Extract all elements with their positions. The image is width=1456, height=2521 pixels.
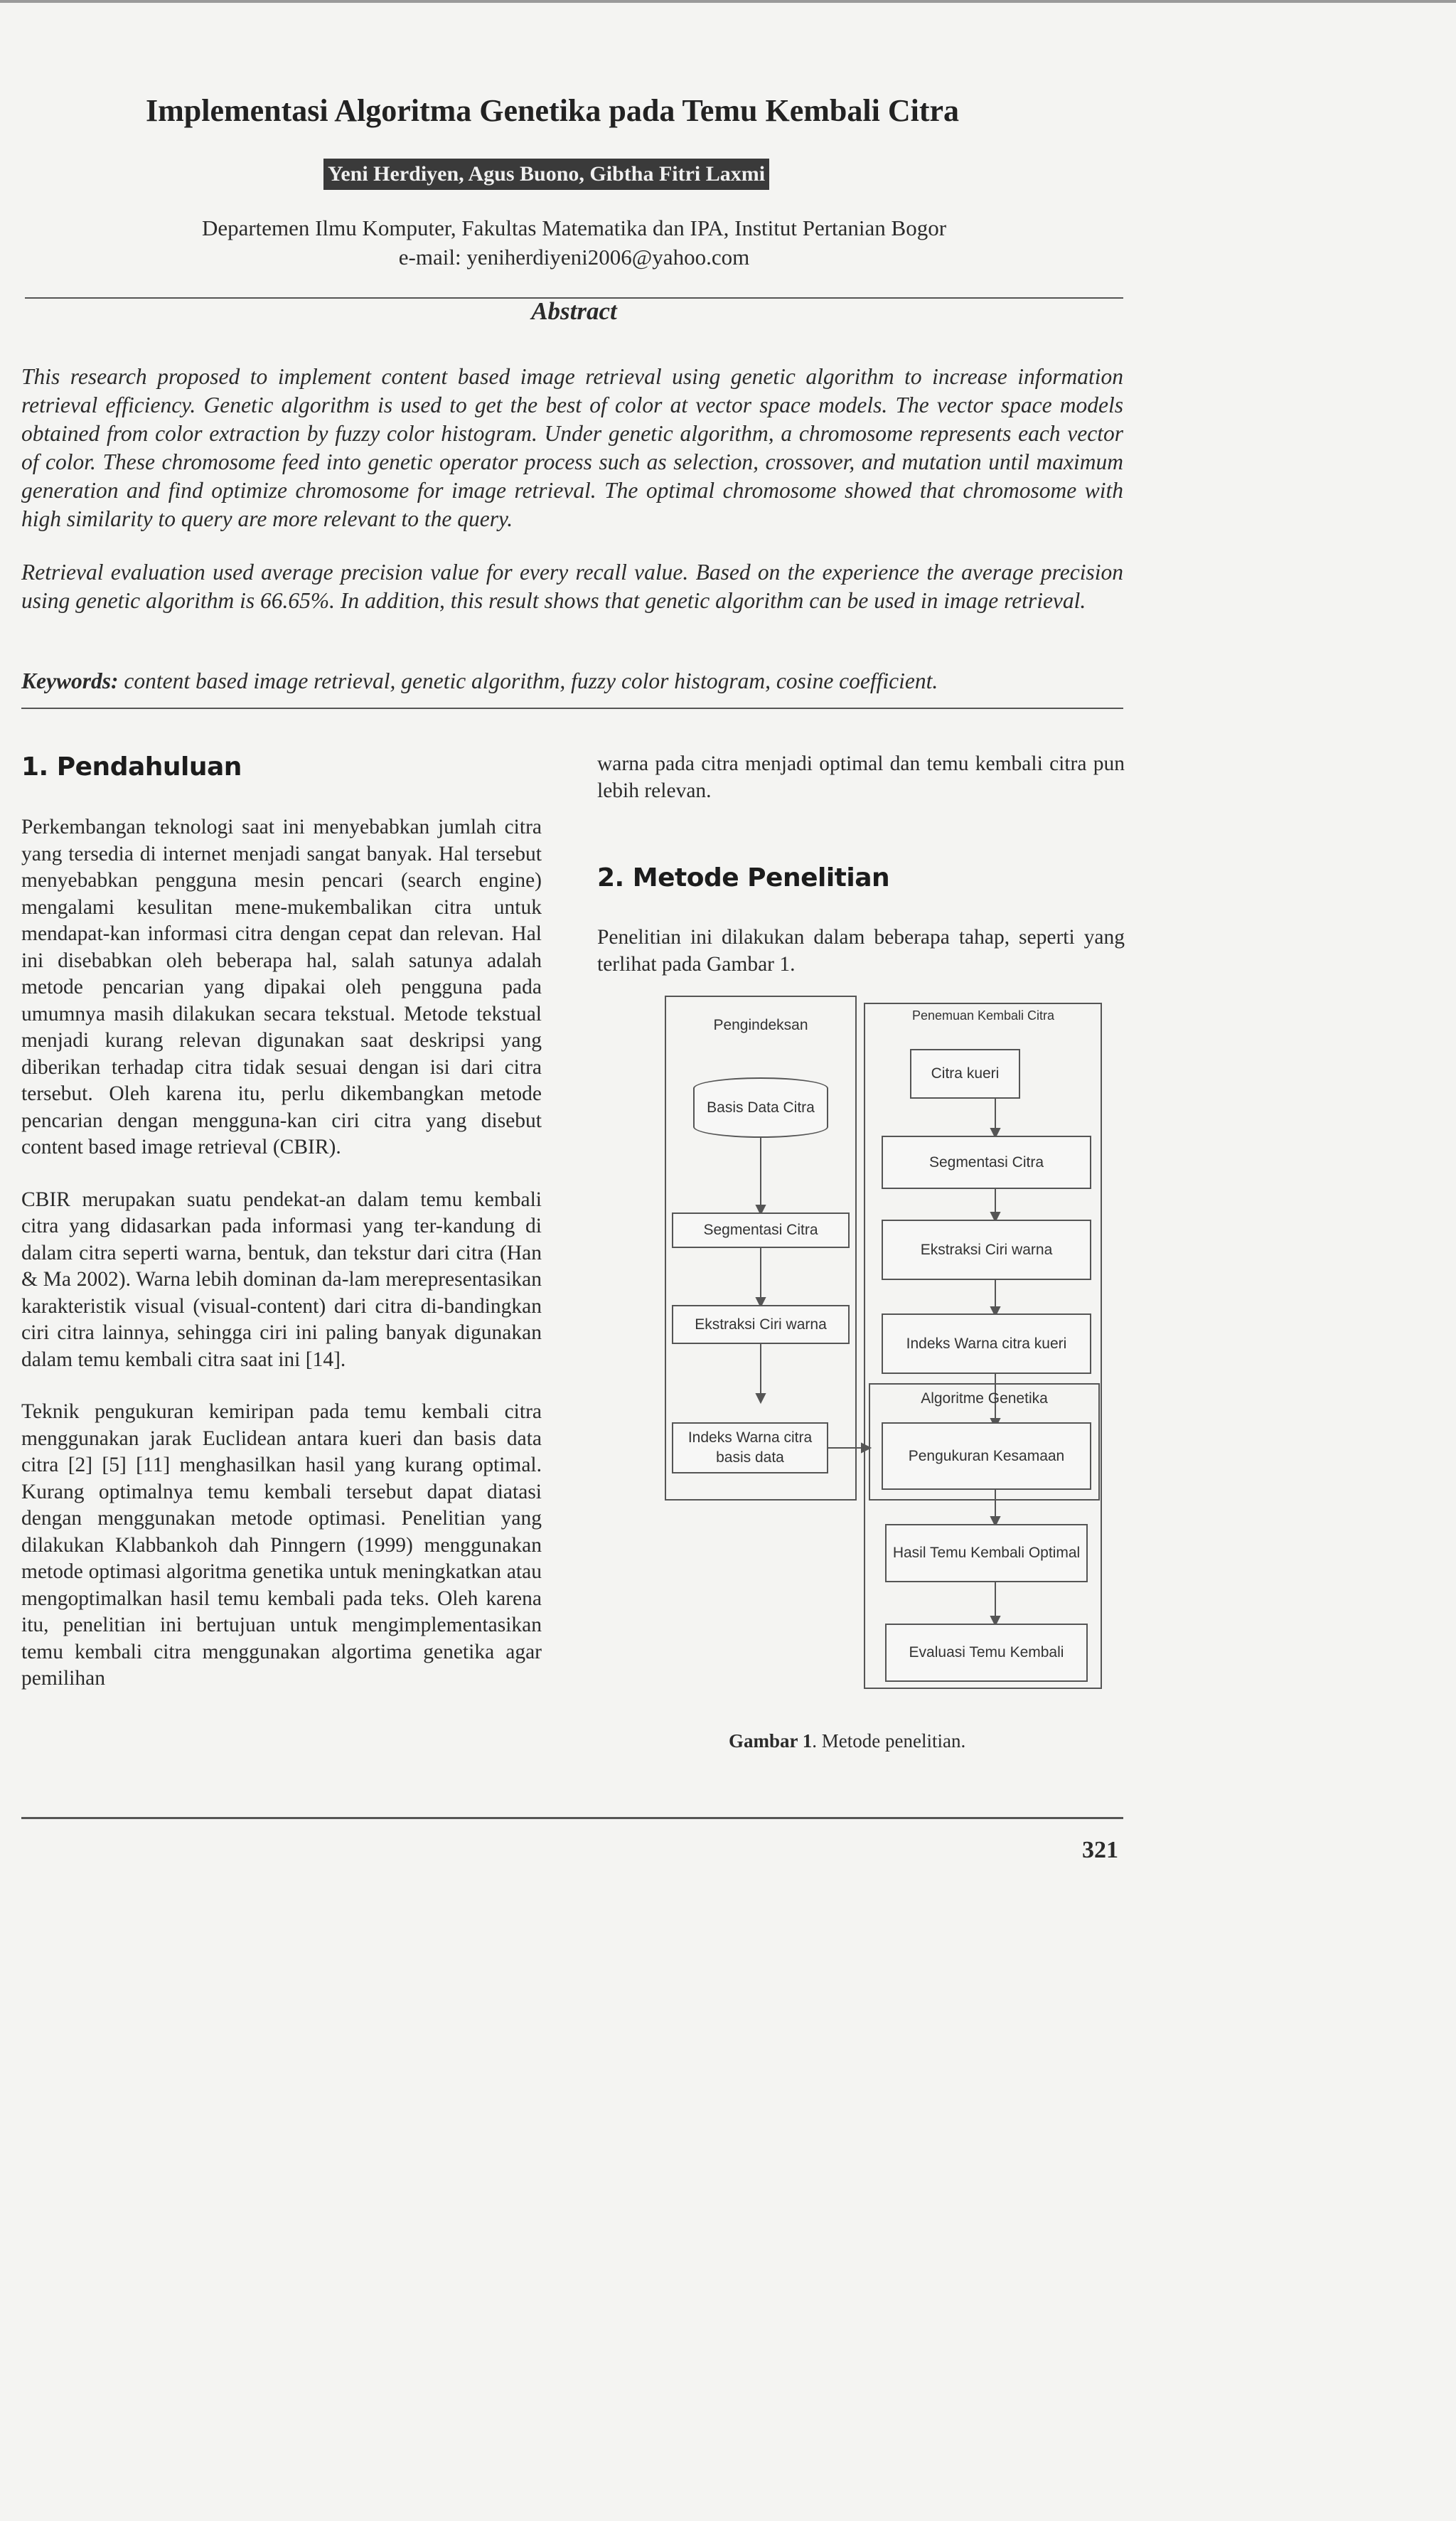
extraction-right-box: Ekstraksi Ciri warna [882, 1220, 1091, 1280]
basis-data-cylinder: Basis Data Citra [693, 1077, 828, 1138]
index-right-box: Indeks Warna citra kueri [882, 1313, 1091, 1374]
abstract-paragraph-2: Retrieval evaluation used average precision value for every recall value. Based on the experience the average precision using genetic algorithm is 66.65%. In addition, this result shows that genetic algorithm can be used in image retrieval. [21, 560, 1123, 613]
abstract-bottom-rule [21, 708, 1123, 709]
section-2-paragraph: Penelitian ini dilakukan dalam beberapa tahap, seperti yang terlihat pada Gambar 1. [597, 926, 1125, 976]
keywords-text: content based image retrieval, genetic algorithm, fuzzy color histogram, cosine coefficient. [124, 668, 938, 693]
keywords [21, 667, 1123, 695]
index-left-box: Indeks Warna citra basis data [672, 1422, 828, 1473]
abstract-paragraph-1: This research proposed to implement content based image retrieval using genetic algorithm to increase information retrieval efficiency. Genetic algorithm is used to get the best of color at vector space models. The vector space models obtained from color extraction by fuzzy color histogram. Under genetic algorithm, a chromosome represents each vector of color. These chromosome feed into genetic operator process such as selection, crossover, and mutation until maximum generation and find optimize chromosome for image retrieval. The optimal chromosome showed that chromosome with high similarity to query are more relevant to the query. [21, 364, 1123, 531]
genetic-algorithm-label: Algoritme Genetika [921, 1390, 1048, 1407]
figure-caption-label: Gambar 1 [729, 1730, 813, 1752]
scan-top-edge [0, 0, 1456, 3]
segmentation-left-box: Segmentasi Citra [672, 1212, 850, 1248]
extraction-left-box: Ekstraksi Ciri warna [672, 1305, 850, 1344]
section-2-heading: 2. Metode Penelitian [597, 863, 890, 892]
abstract-heading: Abstract [531, 297, 617, 325]
method-flow-diagram [640, 996, 1102, 1693]
affiliation-line: Departemen Ilmu Komputer, Fakultas Matematika dan IPA, Institut Pertanian Bogor [201, 215, 947, 240]
keywords-label: Keywords: [21, 668, 119, 693]
email-line: e-mail: yeniherdiyeni2006@yahoo.com [398, 245, 750, 270]
evaluation-box: Evaluasi Temu Kembali [885, 1624, 1088, 1682]
page-number: 321 [1082, 1837, 1118, 1863]
affiliation [0, 213, 1148, 272]
retrieval-title: Penemuan Kembali Citra [911, 1008, 1055, 1023]
segmentation-right-box: Segmentasi Citra [882, 1136, 1091, 1189]
figure-caption-text: . Metode penelitian. [812, 1730, 966, 1752]
section-1-heading: 1. Pendahuluan [21, 752, 242, 782]
indexing-title: Pengindeksan [713, 1017, 808, 1033]
section-1-paragraph-3: Teknik pengukuran kemiripan pada temu kembali citra menggunakan jarak Euclidean antara kueri dan basis data citra [2] [5] [11] menghasilkan hasil yang kurang optimal. Kurang optimalnya temu kembali tersebut dapat diatasi dengan menggunakan metode optimasi. Penelitian yang dilakukan Klabbankoh dah Pinngern (1999) menggunakan metode optimasi algoritma genetika untuk meningkatkan atau mengoptimalkan hasil temu kembali pada teks. Oleh karena itu, penelitian ini bertujuan untuk mengimplementasikan temu kembali citra menggunakan algortima genetika agar pemilihan [21, 1400, 542, 1690]
section-1-paragraph-2: CBIR merupakan suatu pendekat-an dalam temu kembali citra yang didasarkan pada informasi yang ter-kandung di dalam citra seperti warna, bentuk, dan tekstur dari citra (Han & Ma 2002). Warna lebih dominan da-lam merepresentasikan karakteristik visual (visual-content) dari citra di-bandingkan ciri citra lainnya, sehingga ciri ini paling banyak digunakan dalam temu kembali citra saat ini [14]. [21, 1188, 542, 1371]
paper-title: Implementasi Algoritma Genetika pada Temu Kembali Citra [146, 93, 959, 128]
right-column-continuation: warna pada citra menjadi optimal dan temu kembali citra pun lebih relevan. [597, 752, 1125, 802]
similarity-box: Pengukuran Kesamaan [882, 1422, 1091, 1490]
figure-caption [729, 1730, 965, 1752]
page-bottom-rule [21, 1817, 1123, 1819]
optimal-result-box: Hasil Temu Kembali Optimal [885, 1524, 1088, 1582]
author-list: Yeni Herdiyen, Agus Buono, Gibtha Fitri Laxmi [323, 159, 769, 190]
query-image-box: Citra kueri [910, 1049, 1020, 1099]
section-1-paragraph-1: Perkembangan teknologi saat ini menyebabkan jumlah citra yang tersedia di internet menjadi sangat banyak. Hal tersebut menyebabkan pengguna mesin pencari (search engine) mengalami kesulitan mene-mukembalikan citra untuk mendapat-kan informasi citra dengan cepat dan relevan. Hal ini disebabkan oleh beberapa hal, salah satunya adalah metode pencarian yang dipakai oleh pengguna pada umumnya masih dilakukan secara tekstual. Metode tekstual menjadi kurang relevan digunakan saat deskripsi yang diberikan terhadap citra tidak sesuai dengan isi dari citra tersebut. Oleh karena itu, perlu dikembangkan metode pencarian dengan mengguna-kan ciri citra yang disebut content based image retrieval (CBIR). [21, 816, 542, 1158]
section-1-body [21, 814, 542, 1693]
